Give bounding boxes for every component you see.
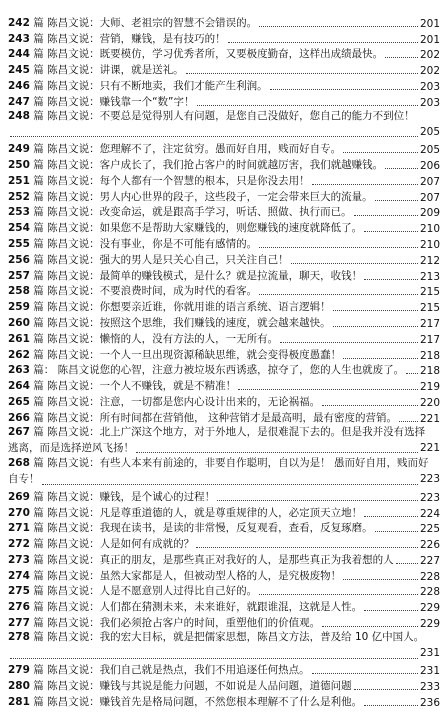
toc-entry-label [8, 331, 278, 346]
chapter-marker: 篇 [33, 680, 44, 693]
chapter-title: 陈昌文说：客户成长了，我们抢占客户的时间就越厉害，我们就越赚钱。 [47, 158, 384, 171]
page-number: 236 [419, 697, 440, 710]
page-number: 221 [419, 441, 440, 454]
toc-entry[interactable] [8, 409, 440, 425]
toc-entry[interactable] [8, 109, 440, 141]
page-number: 228 [419, 570, 440, 583]
page-number: 202 [419, 49, 440, 62]
chapter-title: 陈昌文说：赚钱，是个诚心的过程！ [47, 490, 216, 503]
chapter-marker: 篇 [33, 158, 44, 171]
chapter-number: 277 [8, 617, 30, 630]
page-number: 220 [419, 396, 440, 409]
chapter-number: 251 [8, 174, 30, 187]
chapter-title: 陈昌文说：赚钱靠一个“数”字！ [47, 95, 195, 108]
chapter-title: 陈昌文说：注意，一切都是您内心设计出来的，无论祸福。 [47, 395, 321, 408]
chapter-number: 260 [8, 316, 30, 329]
toc-entry[interactable] [8, 535, 440, 551]
toc-entry[interactable] [8, 662, 440, 678]
chapter-marker: 篇 [33, 222, 44, 235]
chapter-number: 249 [8, 143, 30, 156]
chapter-marker: 篇 [33, 253, 44, 266]
page-number: 231 [419, 646, 440, 659]
toc-entry-continuation [8, 646, 440, 662]
page-number: 224 [419, 507, 440, 520]
dot-leader [343, 358, 418, 359]
dot-leader [354, 689, 418, 690]
chapter-title: 陈昌文说：不要总是觉得别人有问题，是您自己没做好，您自己的能力不到位！ [47, 109, 415, 122]
chapter-number: 271 [8, 522, 30, 535]
toc-entry-label [8, 31, 226, 46]
page-number: 218 [419, 365, 440, 378]
dot-leader [333, 326, 418, 327]
chapter-number: 257 [8, 269, 30, 282]
chapter-marker: 篇 [33, 490, 44, 503]
dot-leader [333, 310, 418, 311]
chapter-marker: 篇 [33, 585, 44, 598]
dot-leader [280, 342, 418, 343]
chapter-title: 陈昌文说：营销，赚钱，是有技巧的！ [47, 32, 226, 45]
chapter-marker: 篇： [33, 364, 55, 377]
toc-entry[interactable] [8, 188, 440, 204]
chapter-title: 陈昌文说：按照这个思维，我们赚钱的速度，就会越来越快。 [47, 316, 331, 329]
chapter-title: 陈昌文说：懒惰的人，没有方法的人，一无所有。 [47, 332, 279, 345]
toc-entry-label [8, 489, 215, 504]
chapter-marker: 篇 [33, 16, 44, 29]
toc-entry-label [8, 505, 362, 520]
chapter-number: 244 [8, 48, 30, 61]
toc-entry[interactable] [8, 520, 440, 536]
chapter-title: 陈昌文说您的心智，注意力被垃圾东西诱惑，掠夺了，您的人生也就废了。 [57, 364, 405, 377]
chapter-number: 243 [8, 32, 30, 45]
toc-entry[interactable] [8, 488, 440, 504]
dot-leader [375, 531, 418, 532]
page-number: 213 [419, 270, 440, 283]
dot-leader [364, 279, 418, 280]
toc-entry[interactable] [8, 504, 440, 520]
chapter-title: 陈昌文说：真正的朋友，是那些真正对我好的人，是那些真正为我着想的人 [47, 553, 394, 566]
dot-leader [270, 89, 418, 90]
chapter-title: 陈昌文说：我们必须抢占客户的时间，重塑他们的价值观。 [47, 617, 321, 630]
toc-entry[interactable] [8, 283, 440, 299]
chapter-number: 279 [8, 664, 30, 677]
toc-entry-label [8, 536, 194, 551]
chapter-marker: 篇 [33, 569, 44, 582]
toc-entry-label [8, 94, 195, 109]
page-number: 203 [419, 80, 440, 93]
chapter-number: 280 [8, 680, 30, 693]
chapter-marker: 篇 [33, 32, 44, 45]
chapter-number: 264 [8, 380, 30, 393]
dot-leader [406, 373, 418, 374]
chapter-title: 陈昌文说：大师、老祖宗的智慧不会错误的。 [47, 16, 258, 29]
toc-entry[interactable] [8, 425, 440, 457]
chapter-marker: 篇 [33, 411, 44, 424]
chapter-marker: 篇 [33, 506, 44, 519]
chapter-number: 259 [8, 301, 30, 314]
toc-entry[interactable] [8, 314, 440, 330]
toc-entry-label [8, 599, 362, 614]
page-number: 229 [419, 618, 440, 631]
toc-entry[interactable] [8, 393, 440, 409]
chapter-marker: 篇 [33, 48, 44, 61]
toc-entry[interactable] [8, 330, 440, 346]
page-number: 227 [419, 554, 440, 567]
chapter-marker: 篇 [33, 380, 44, 393]
toc-entry-label [8, 630, 440, 646]
chapter-title: 陈昌文说：既要模仿，学习优秀者所，又要极度勤奋，这样出成绩最快。 [47, 48, 384, 61]
dot-leader [228, 42, 418, 43]
page-number: 215 [419, 286, 440, 299]
toc-entry[interactable] [8, 14, 440, 30]
toc-entry-label [8, 173, 310, 188]
chapter-number: 256 [8, 253, 30, 266]
chapter-title: 陈昌文说：凡是尊重道德的人，就是尊重规律的人，必定顶天立地！ [47, 506, 363, 519]
toc-entry-label [8, 615, 320, 630]
chapter-marker: 篇 [33, 696, 44, 709]
toc-entry[interactable] [8, 30, 440, 46]
toc-entry-continuation [8, 125, 440, 141]
chapter-title: 陈昌文说：我们自己就是热点，我们不用追逐任何热点。 [47, 664, 310, 677]
dot-leader [10, 136, 418, 137]
toc-entry[interactable] [8, 377, 440, 393]
toc-entry-label [8, 456, 440, 472]
toc-entry-label [8, 394, 320, 409]
toc-entry-label [8, 15, 257, 30]
page-number: 233 [419, 681, 440, 694]
chapter-title: 陈昌文说：如果您不是帮助大家赚钱的，则您赚钱的速度就降低了。 [47, 222, 363, 235]
toc-entry-label [8, 157, 383, 172]
dot-leader [312, 673, 418, 674]
page-number: 205 [419, 144, 440, 157]
chapter-title: 陈昌文说：所有时间都在营销他， 这种营销才是最高明，最有密度的营销。 [47, 411, 397, 424]
chapter-title: 陈昌文说：人是不愿意别人过得比自己好的。 [47, 585, 258, 598]
toc-entry-label [8, 109, 440, 125]
toc-entry[interactable] [8, 235, 440, 251]
chapter-title: 陈昌文说：强大的男人是只关心自己，只关注自己！ [47, 253, 289, 266]
chapter-number: 275 [8, 585, 30, 598]
toc-entry[interactable] [8, 346, 440, 362]
chapter-title: 陈昌文说：我现在读书，是读的非常慢，反复观看，查看，反复琢磨。 [47, 522, 373, 535]
page-number: 202 [419, 65, 440, 78]
page-number: 205 [419, 125, 440, 138]
chapter-marker: 篇 [33, 538, 44, 551]
toc-entry[interactable] [8, 583, 440, 599]
chapter-marker: 篇 [33, 301, 44, 314]
dot-leader [385, 57, 418, 58]
page-number: 206 [419, 159, 440, 172]
toc-entry-label [8, 252, 289, 267]
chapter-title: 陈昌文说：人是如何有成就的？ [47, 538, 195, 551]
chapter-title: 陈昌文说：您理解不了，注定贫穷。愚而好自用，贱而好自专。 [47, 143, 342, 156]
chapter-title: 陈昌文说：讲课，就是送礼。 [47, 64, 184, 77]
dot-leader [322, 626, 418, 627]
toc-entry-label [8, 141, 341, 156]
chapter-number: 262 [8, 348, 30, 361]
page-number: 201 [419, 17, 440, 30]
dot-leader [322, 405, 418, 406]
chapter-title: 陈昌文说：没有事业，你是不可能有感情的。 [47, 237, 258, 250]
chapter-marker: 篇 [33, 664, 44, 677]
page-number: 201 [419, 33, 440, 46]
toc-entry-label [8, 694, 362, 709]
chapter-title: 陈昌文说：我的宏大目标，就是把儒家思想，陈昌文方法，普及给 10 亿中国人。 [47, 631, 425, 644]
toc-entry-label [8, 583, 257, 598]
chapter-title: 陈昌文说：最简单的赚钱模式，是什么？就是拉流量，聊天，收钱！ [47, 269, 363, 282]
chapter-number: 248 [8, 109, 30, 122]
dot-leader [343, 579, 418, 580]
toc-entry-label [8, 283, 257, 298]
chapter-marker: 篇 [33, 206, 44, 219]
chapter-marker: 篇 [33, 617, 44, 630]
chapter-marker: 篇 [33, 95, 44, 108]
dot-leader [364, 231, 418, 232]
toc-entry-label [8, 315, 331, 330]
toc-entry[interactable] [8, 614, 440, 630]
chapter-title: 陈昌文说：不要浪费时间，成为时代的看客。 [47, 285, 258, 298]
chapter-number: 263 [8, 364, 30, 377]
chapter-marker: 篇 [33, 553, 44, 566]
chapter-number: 265 [8, 395, 30, 408]
page-number: 228 [419, 586, 440, 599]
page-number: 203 [419, 96, 440, 109]
toc-entry[interactable] [8, 362, 440, 378]
dot-leader [385, 168, 418, 169]
toc-entry-label [8, 220, 362, 235]
dot-leader [259, 247, 418, 248]
toc-entry[interactable] [8, 46, 440, 62]
chapter-title: 陈昌文说：北上广深这个地方，对于外地人，是很难混下去的。但是我并没有选择 [47, 425, 426, 438]
page-number: 207 [419, 191, 440, 204]
chapter-marker: 篇 [33, 522, 44, 535]
toc-entry[interactable] [8, 298, 440, 314]
dot-leader [396, 563, 418, 564]
dot-leader [364, 516, 418, 517]
page-number: 218 [419, 349, 440, 362]
page-number: 209 [419, 207, 440, 220]
chapter-number: 273 [8, 553, 30, 566]
page-number: 221 [419, 412, 440, 425]
toc-entry[interactable] [8, 677, 440, 693]
dot-leader [375, 200, 418, 201]
dot-leader [42, 484, 418, 485]
chapter-title: 陈昌文说：赚钱首先是格局问题，不然您根本理解不了什么是利他。 [47, 696, 363, 709]
toc-entry-label [8, 678, 352, 693]
toc-entry[interactable] [8, 61, 440, 77]
chapter-marker: 篇 [33, 631, 44, 644]
dot-leader [312, 184, 418, 185]
toc-entry[interactable] [8, 219, 440, 235]
toc-entry-label [8, 299, 331, 314]
toc-entry-label [8, 410, 397, 425]
toc-entry[interactable] [8, 204, 440, 220]
page-number: 219 [419, 381, 440, 394]
toc-entry[interactable] [8, 77, 440, 93]
chapter-title-continued: 自专！ [8, 473, 40, 486]
chapter-number: 261 [8, 332, 30, 345]
chapter-title: 陈昌文说：男人内心世界的段子，这些段子，一定会带来巨大的流量。 [47, 190, 373, 203]
dot-leader [399, 421, 418, 422]
dot-leader [354, 215, 418, 216]
chapter-marker: 篇 [33, 190, 44, 203]
dot-leader [259, 26, 418, 27]
page-number: 225 [419, 523, 440, 536]
chapter-marker: 篇 [33, 109, 44, 122]
chapter-number: 254 [8, 222, 30, 235]
toc-entry-label [8, 268, 362, 283]
chapter-number: 253 [8, 206, 30, 219]
page-number: 223 [419, 491, 440, 504]
chapter-number: 242 [8, 16, 30, 29]
chapter-title: 陈昌文说：改变命运，就是跟高手学习，听话、照做、执行而已。 [47, 206, 352, 219]
dot-leader [291, 263, 418, 264]
chapter-number: 272 [8, 538, 30, 551]
chapter-marker: 篇 [33, 348, 44, 361]
chapter-number: 258 [8, 285, 30, 298]
toc-entry-continuation [8, 472, 440, 488]
chapter-number: 281 [8, 696, 30, 709]
dot-leader [217, 500, 418, 501]
dot-leader [136, 452, 418, 453]
chapter-title: 陈昌文说：赚钱与其说是能力问题，不如说是人品问题，道德问题 [47, 680, 352, 693]
page-number: 229 [419, 602, 440, 615]
toc-entry-label [8, 204, 352, 219]
toc-entry-label [8, 236, 257, 251]
chapter-marker: 篇 [33, 64, 44, 77]
toc-entry[interactable] [8, 267, 440, 283]
chapter-title: 陈昌文说：人们都在猜测未来，未来谁好，就跟谁混，这就是人性。 [47, 601, 363, 614]
page-number: 212 [419, 254, 440, 267]
chapter-marker: 篇 [33, 143, 44, 156]
chapter-marker: 篇 [33, 601, 44, 614]
chapter-marker: 篇 [33, 316, 44, 329]
toc-entry-label [8, 62, 184, 77]
chapter-marker: 篇 [33, 457, 44, 470]
toc-entry[interactable] [8, 140, 440, 156]
chapter-number: 266 [8, 411, 30, 424]
page-number: 217 [419, 333, 440, 346]
toc-entry-label [8, 347, 341, 362]
dot-leader [10, 658, 418, 659]
page-number: 215 [419, 302, 440, 315]
toc-entry[interactable] [8, 551, 440, 567]
chapter-marker: 篇 [33, 395, 44, 408]
page-number: 223 [419, 473, 440, 486]
toc-entry[interactable] [8, 251, 440, 267]
toc-entry-label [8, 78, 268, 93]
chapter-marker: 篇 [33, 174, 44, 187]
chapter-marker: 篇 [33, 79, 44, 92]
toc-entry-label [8, 46, 383, 61]
chapter-number: 252 [8, 190, 30, 203]
toc-entry[interactable] [8, 172, 440, 188]
toc-entry[interactable] [8, 693, 440, 709]
chapter-title: 陈昌文说：一个人一旦出现资源稀缺思维，就会变得极度愚蠢！ [47, 348, 342, 361]
chapter-marker: 篇 [33, 269, 44, 282]
toc-entry-label [8, 378, 236, 393]
chapter-title: 陈昌文说：有些人本来有前途的，非要自作聪明，自以为是！ 愚而好自用，贱而好 [47, 457, 429, 470]
chapter-number: 278 [8, 631, 30, 644]
dot-leader [364, 610, 418, 611]
chapter-number: 246 [8, 79, 30, 92]
toc-entry-label [8, 662, 310, 677]
chapter-title: 陈昌文说：一个人不赚钱，就是不精准！ [47, 380, 237, 393]
chapter-number: 270 [8, 506, 30, 519]
dot-leader [259, 294, 418, 295]
toc-entry[interactable] [8, 567, 440, 583]
toc-entry[interactable] [8, 456, 440, 488]
toc-entry-label [8, 552, 394, 567]
toc-entry[interactable] [8, 630, 440, 662]
dot-leader [197, 105, 418, 106]
chapter-title: 陈昌文说：每个人都有一个智慧的根本，只是你没去用！ [47, 174, 310, 187]
toc-entry[interactable] [8, 93, 440, 109]
chapter-number: 269 [8, 490, 30, 503]
toc-entry-label [8, 425, 440, 441]
chapter-title: 陈昌文说：虽然大家都是人，但被动型人格的人，是究极废物！ [47, 569, 342, 582]
page-number: 217 [419, 317, 440, 330]
dot-leader [364, 705, 418, 706]
dot-leader [238, 389, 418, 390]
chapter-number: 268 [8, 457, 30, 470]
dot-leader [186, 73, 418, 74]
chapter-number: 250 [8, 158, 30, 171]
chapter-number: 274 [8, 569, 30, 582]
dot-leader [343, 152, 418, 153]
toc-entry[interactable] [8, 156, 440, 172]
dot-leader [259, 594, 418, 595]
toc-entry-label [8, 362, 404, 377]
chapter-marker: 篇 [33, 425, 44, 438]
chapter-title-continued: 逃离，而是选择逆风飞扬！ [8, 441, 134, 454]
dot-leader [196, 547, 418, 548]
chapter-number: 276 [8, 601, 30, 614]
toc-entry[interactable] [8, 598, 440, 614]
toc-entry-label [8, 520, 373, 535]
chapter-title: 陈昌文说：你想要亲近谁，你就用谁的语言系统、语言逻辑！ [47, 301, 331, 314]
chapter-number: 245 [8, 64, 30, 77]
chapter-title: 陈昌文说：只有不断地卖，我们才能产生利润。 [47, 79, 268, 92]
chapter-number: 247 [8, 95, 30, 108]
toc-entry-label [8, 568, 341, 583]
page-number: 226 [419, 539, 440, 552]
page-number: 207 [419, 175, 440, 188]
toc-entry-continuation [8, 441, 440, 457]
chapter-number: 255 [8, 237, 30, 250]
page-number: 210 [419, 223, 440, 236]
toc-entry-label [8, 189, 373, 204]
page-number: 231 [419, 665, 440, 678]
chapter-marker: 篇 [33, 332, 44, 345]
chapter-marker: 篇 [33, 285, 44, 298]
chapter-marker: 篇 [33, 237, 44, 250]
page-number: 210 [419, 238, 440, 251]
chapter-number: 267 [8, 425, 30, 438]
